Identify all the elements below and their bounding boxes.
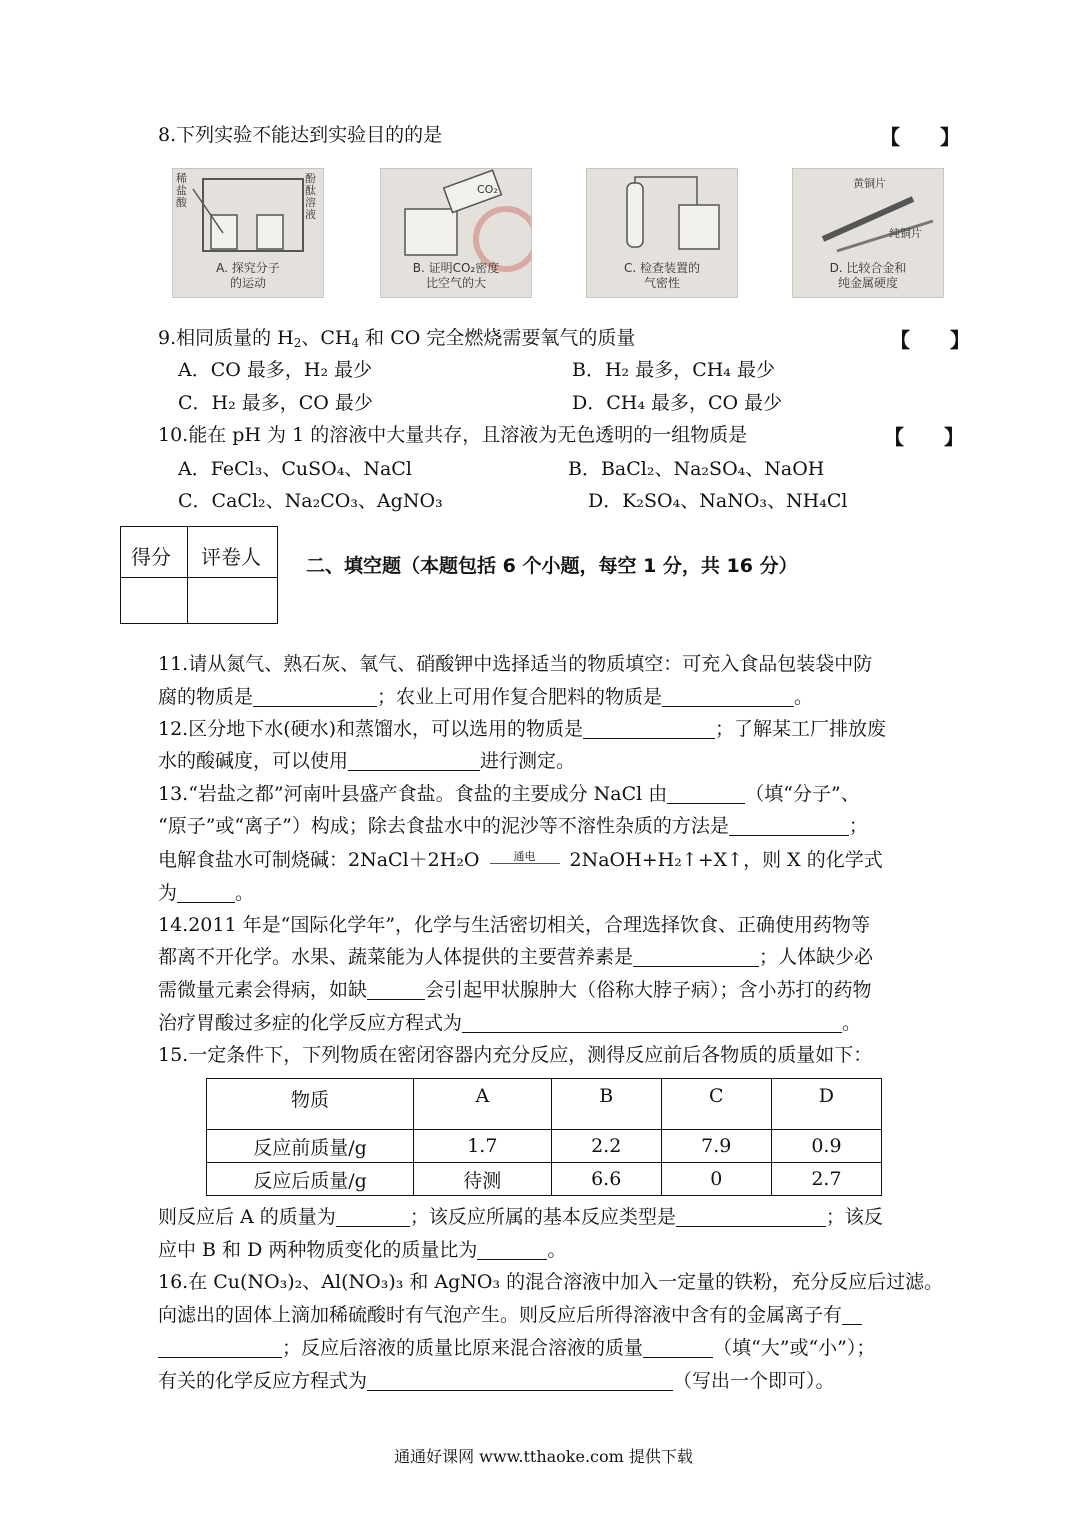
q14-line4: 治疗胃酸过多症的化学反应方程式为 。 — [158, 1012, 862, 1034]
answer-blank — [667, 783, 745, 804]
table-header-cell: B — [551, 1079, 661, 1130]
answer-blank — [477, 1239, 547, 1260]
answer-blank — [842, 1304, 862, 1325]
q14-line3: 需微量元素会得病，如缺 会引起甲状腺肿大（俗称大脖子病）；含小苏打的药物 — [158, 979, 872, 1001]
q10-stem: 10.能在 pH 为 1 的溶液中大量共存，且溶液为无色透明的一组物质是 — [158, 424, 748, 446]
answer-blank — [583, 718, 715, 739]
q9-option-a: A．CO 最多，H₂ 最少 — [178, 359, 373, 381]
grader-label: 评卷人 — [201, 545, 261, 569]
q9-answer-bracket: 【 】 — [890, 328, 970, 352]
q8-image-b — [380, 168, 532, 298]
answer-blank — [367, 979, 425, 1000]
answer-blank — [729, 815, 849, 836]
score-box — [120, 526, 278, 624]
answer-blank — [633, 946, 759, 967]
q9-option-c: C．H₂ 最多，CO 最少 — [178, 392, 373, 414]
q14-line1: 14.2011 年是“国际化学年”，化学与生活密切相关，合理选择饮食、正确使用药物等 — [158, 914, 871, 936]
q10-option-d: D．K₂SO₄、NaNO₃、NH₄Cl — [588, 490, 848, 512]
q8-stem: 8.下列实验不能达到实验目的的是 — [158, 124, 443, 146]
q8-caption-d: D. 比较合金和 纯金属硬度 — [829, 261, 907, 290]
page-footer: 通通好课网 www.tthaoke.com 提供下载 — [394, 1447, 693, 1466]
q9-option-b: B．H₂ 最多，CH₄ 最少 — [572, 359, 775, 381]
q13-line2: “原子”或“离子”）构成；除去食盐水中的泥沙等不溶性杂质的方法是 ； — [158, 815, 868, 837]
answer-blank — [158, 1337, 282, 1358]
answer-blank — [462, 1012, 842, 1033]
q11-line1: 11.请从氮气、熟石灰、氧气、硝酸钾中选择适当的物质填空：可充入食品包装袋中防 — [158, 653, 873, 675]
q8-image-a — [172, 168, 324, 298]
q13-line1: 13.“岩盐之都”河南叶县盛产食盐。食盐的主要成分 NaCl 由 （填“分子”、 — [158, 783, 860, 805]
answer-blank — [643, 1337, 713, 1358]
table-row: 反应前质量/g 1.7 2.2 7.9 0.9 — [207, 1130, 882, 1163]
label-copper: 纯铜片 — [889, 227, 922, 240]
q14-line2: 都离不开化学。水果、蔬菜能为人体提供的主要营养素是 ；人体缺少必 — [158, 946, 874, 968]
q15-line1: 15.一定条件下，下列物质在密闭容器内充分反应，测得反应前后各物质的质量如下： — [158, 1044, 873, 1066]
table-header-cell: A — [414, 1079, 552, 1130]
answer-blank — [253, 686, 377, 707]
table-row: 反应后质量/g 待测 6.6 0 2.7 — [207, 1163, 882, 1196]
q16-line3: ；反应后溶液的质量比原来混合溶液的质量 （填“大”或“小”）； — [158, 1334, 875, 1362]
q13-line4: 为 。 — [158, 882, 255, 904]
answer-blank — [676, 1206, 826, 1227]
q10-option-a: A．FeCl₃、CuSO₄、NaCl — [178, 458, 412, 480]
q10-option-b: B．BaCl₂、Na₂SO₄、NaOH — [568, 458, 825, 480]
q8-image-c — [586, 168, 738, 298]
q8-caption-c: C. 检查装置的 气密性 — [623, 261, 700, 290]
table-header-cell: 物质 — [207, 1079, 414, 1130]
q8-caption-a: A. 探究分子 的运动 — [216, 261, 280, 290]
label-brass: 黄铜片 — [853, 177, 886, 190]
q12-line2: 水的酸碱度，可以使用 进行测定。 — [158, 750, 576, 772]
answer-blank — [336, 1206, 410, 1227]
q13-line3: 电解食盐水可制烧碱：2NaCl＋2H₂O 通电 2NaOH+H₂↑+X↑，则 X 的化学式 — [158, 849, 883, 871]
q11-line2: 腐的物质是 ；农业上可用作复合肥料的物质是 。 — [158, 686, 814, 708]
answer-blank — [348, 750, 480, 771]
label-dilute-acid: 稀盐酸 — [176, 172, 187, 209]
mass-table — [206, 1078, 882, 1196]
q8-answer-bracket: 【 】 — [880, 125, 960, 149]
section-title: 二、填空题（本题包括 6 个小题，每空 1 分，共 16 分） — [306, 555, 798, 577]
answer-blank — [662, 686, 794, 707]
q10-option-c: C．CaCl₂、Na₂CO₃、AgNO₃ — [178, 490, 443, 512]
q9-stem: 9.相同质量的 $H_2$、$CH_4$ 和 CO 完全燃烧需要氧气的质量 — [158, 327, 636, 350]
q8-image-d — [792, 168, 944, 298]
label-co2: CO₂ — [477, 183, 498, 196]
answer-blank — [367, 1370, 673, 1391]
q10-answer-bracket: 【 】 — [884, 425, 964, 449]
q15-after2: 应中 B 和 D 两种物质变化的质量比为 。 — [158, 1239, 567, 1261]
q16-line2: 向滤出的固体上滴加稀硫酸时有气泡产生。则反应后所得溶液中含有的金属离子有 — [158, 1301, 862, 1329]
q16-line4: 有关的化学反应方程式为 （写出一个即可）。 — [158, 1370, 835, 1392]
q9-option-d: D．CH₄ 最多，CO 最少 — [572, 392, 783, 414]
table-header-cell: C — [661, 1079, 771, 1130]
table-header-cell: D — [771, 1079, 881, 1130]
q16-line1: 16.在 Cu(NO₃)₂、Al(NO₃)₃ 和 AgNO₃ 的混合溶液中加入一定量的铁粉，充分反应后过滤。 — [158, 1271, 944, 1293]
label-phenolphthalein: 酚酞溶液 — [305, 172, 316, 221]
q15-after1: 则反应后 A 的质量为 ；该反应所属的基本反应类型是 ；该反 — [158, 1206, 883, 1228]
score-label: 得分 — [131, 545, 171, 569]
answer-blank — [177, 882, 235, 903]
q12-line1: 12.区分地下水(硬水)和蒸馏水，可以选用的物质是 ；了解某工厂排放废 — [158, 718, 887, 740]
q8-caption-b: B. 证明CO₂密度 比空气的大 — [412, 261, 500, 290]
